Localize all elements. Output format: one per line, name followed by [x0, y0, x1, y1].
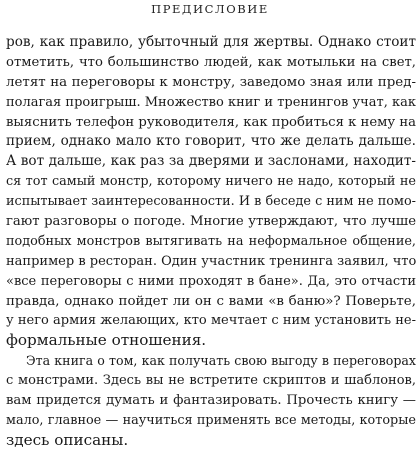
- running-head: ПРЕДИСЛОВИЕ: [151, 2, 269, 16]
- text-line: А вот дальше, как раз за дверями и заслонами, находит-: [6, 153, 416, 170]
- text-line: здесь описаны.: [6, 430, 129, 449]
- text-line: у него армия желающих, кто мечтает с ним установить не-: [6, 313, 416, 329]
- paragraph-2: [6, 351, 416, 450]
- text-line: прием, однако мало кто говорит, что же делать дальше.: [6, 133, 416, 150]
- text-line: отметить, что большинство людей, как мотыльки на свет,: [6, 54, 416, 70]
- paragraph-1: [6, 33, 416, 351]
- text-line: летят на переговоры к монстру, заведомо зная или пред-: [6, 74, 416, 90]
- text-line: вам придется думать и фантазировать. Прочесть книгу —: [6, 393, 416, 409]
- text-line: мало, главное — научиться применять все методы, которые: [6, 412, 416, 428]
- text-line: например в ресторан. Один участник тренинга заявил, что: [6, 253, 417, 269]
- text-line: подобных монстров вытягивать на неформальное общение,: [6, 233, 416, 249]
- text-line: с монстрами. Здесь вы не встретите скриптов и шаблонов,: [6, 373, 416, 389]
- text-line: полагая проигрыш. Множество книг и тренингов учат, как: [6, 94, 416, 110]
- text-line: ров, как правило, убыточный для жертвы. Однако стоит: [6, 34, 416, 50]
- text-line: испытывает заинтересованности. И в беседе с ним не помо-: [6, 194, 416, 210]
- text-line: гают разговоры о погоде. Многие утверждают, что лучше: [6, 214, 416, 230]
- text-line: Эта книга о том, как получать свою выгоду в переговорах: [26, 353, 416, 369]
- text-line: «все переговоры с ними проходят в бане». Да, это отчасти: [6, 273, 416, 289]
- text-line: формальные отношения.: [6, 331, 207, 350]
- body-text: [6, 33, 416, 451]
- text-line: правда, однако пойдет ли он с вами «в баню»? Поверьте,: [6, 293, 416, 309]
- text-line: выяснить телефон руководителя, как пробиться к нему на: [6, 114, 416, 130]
- text-line: ся тот самый монстр, которому ничего не надо, который не: [6, 174, 416, 190]
